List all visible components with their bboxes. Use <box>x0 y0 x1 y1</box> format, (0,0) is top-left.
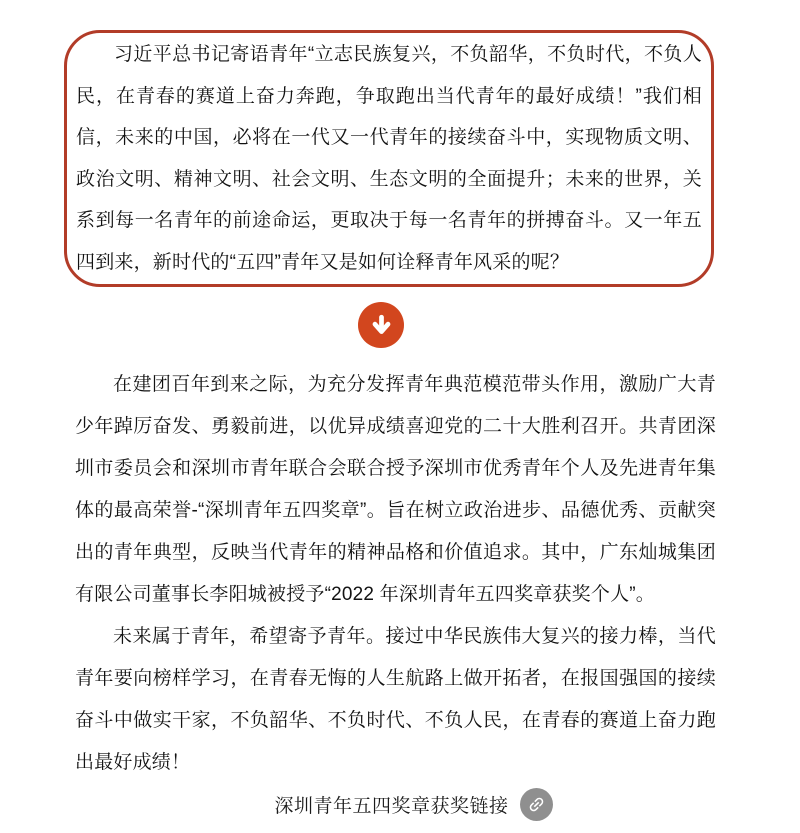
article-paragraph: 未来属于青年，希望寄予青年。接过中华民族伟大复兴的接力棒，当代青年要向榜样学习，在青春无悔的人生航路上做开拓者，在报国强国的接续奋斗中做实干家，不负韶华、不负时代、不负人民，在青春的赛道上奋力跑出最好成绩！ <box>75 626 716 773</box>
quote-text: 习近平总书记寄语青年“立志民族复兴，不负韶华，不负时代，不负人民，在青春的赛道上奋力奔跑，争取跑出当代青年的最好成绩！”我们相信，未来的中国，必将在一代又一代青年的接续奋斗中，实现物质文明、政治文明、精神文明、社会文明、生态文明的全面提升；未来的世界，关系到每一名青年的前途命运，更取决于每一名青年的拼搏奋斗。又一年五四到来，新时代的“五四”青年又是如何诠释青年风采的呢？ <box>76 44 702 273</box>
down-arrow-badge <box>358 302 404 348</box>
article-body <box>75 364 716 821</box>
article-paragraph: 在建团百年到来之际，为充分发挥青年典范模范带头作用，激励广大青少年踔厉奋发、勇毅前进，以优异成绩喜迎党的二十大胜利召开。共青团深圳市委员会和深圳市青年联合会联合授予深圳市优秀青年个人及先进青年集体的最高荣誉-“深圳青年五四奖章”。旨在树立政治进步、品德优秀、贡献突出的青年典型，反映当代青年的精神品格和价值追求。其中，广东灿城集团有限公司董事长李阳城被授予“2022 年深圳青年五四奖章获奖个人”。 <box>75 374 716 605</box>
link-icon[interactable] <box>520 788 553 821</box>
quote-box <box>64 30 714 287</box>
award-link[interactable] <box>93 788 734 821</box>
down-arrow-icon <box>368 312 395 339</box>
award-link-label[interactable]: 深圳青年五四奖章获奖链接 <box>274 796 509 817</box>
